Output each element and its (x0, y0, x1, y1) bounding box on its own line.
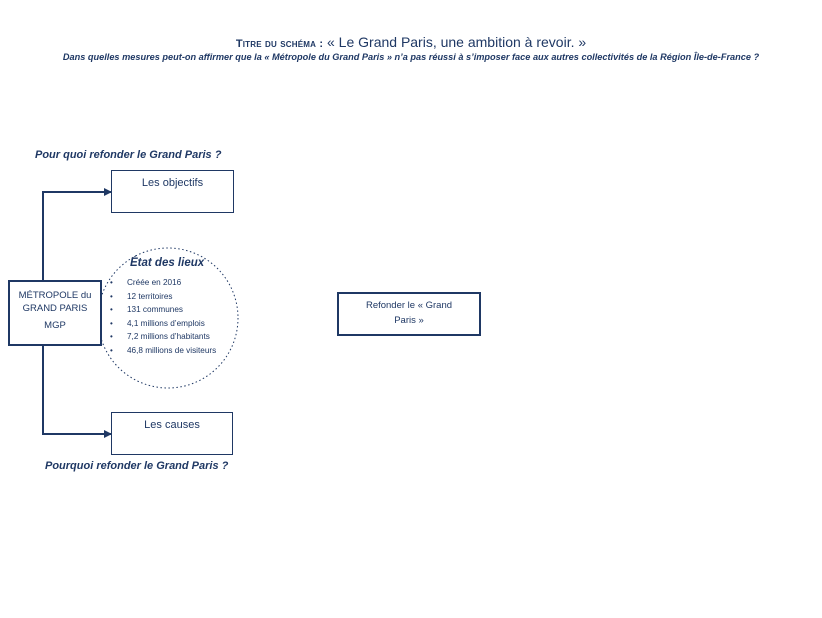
etat-title: État des lieux (130, 257, 205, 269)
metropole-line2: GRAND PARIS (22, 303, 88, 314)
etat-item: • 131 communes (110, 303, 216, 317)
etat-item: • 7,2 millions d’habitants (110, 330, 216, 344)
arrow-to-causes (43, 346, 111, 434)
etat-list (110, 276, 216, 357)
etat-item: • 12 territoires (110, 290, 216, 304)
refonder-box (337, 292, 481, 336)
diagram-subtitle: Dans quelles mesures peut-on affirmer que la « Métropole du Grand Paris » n’a pas réussi à s’imposer face aux autres collectivités de la Région Île-de-France ? (62, 52, 760, 62)
objectifs-label: Les objectifs (141, 177, 204, 189)
metropole-line3: MGP (44, 320, 66, 331)
arrow-to-objectifs (43, 192, 111, 280)
objectifs-box (111, 170, 234, 213)
causes-label: Les causes (144, 419, 200, 431)
refonder-line1: Refonder le « Grand (365, 300, 453, 311)
metropole-box (8, 280, 102, 346)
etat-item: • Créée en 2016 (110, 276, 216, 290)
question-top: Pour quoi refonder le Grand Paris ? (35, 149, 222, 161)
title-main: « Le Grand Paris, une ambition à revoir. » (327, 34, 587, 50)
title-prefix: Titre du schéma : (235, 38, 324, 50)
etat-item: • 4,1 millions d’emplois (110, 317, 216, 331)
causes-box (111, 412, 233, 455)
metropole-line1: MÉTROPOLE du (18, 290, 92, 301)
question-bottom: Pourquoi refonder le Grand Paris ? (45, 460, 229, 472)
etat-item: • 46,8 millions de visiteurs (110, 344, 216, 358)
refonder-line2: Paris » (394, 315, 424, 326)
